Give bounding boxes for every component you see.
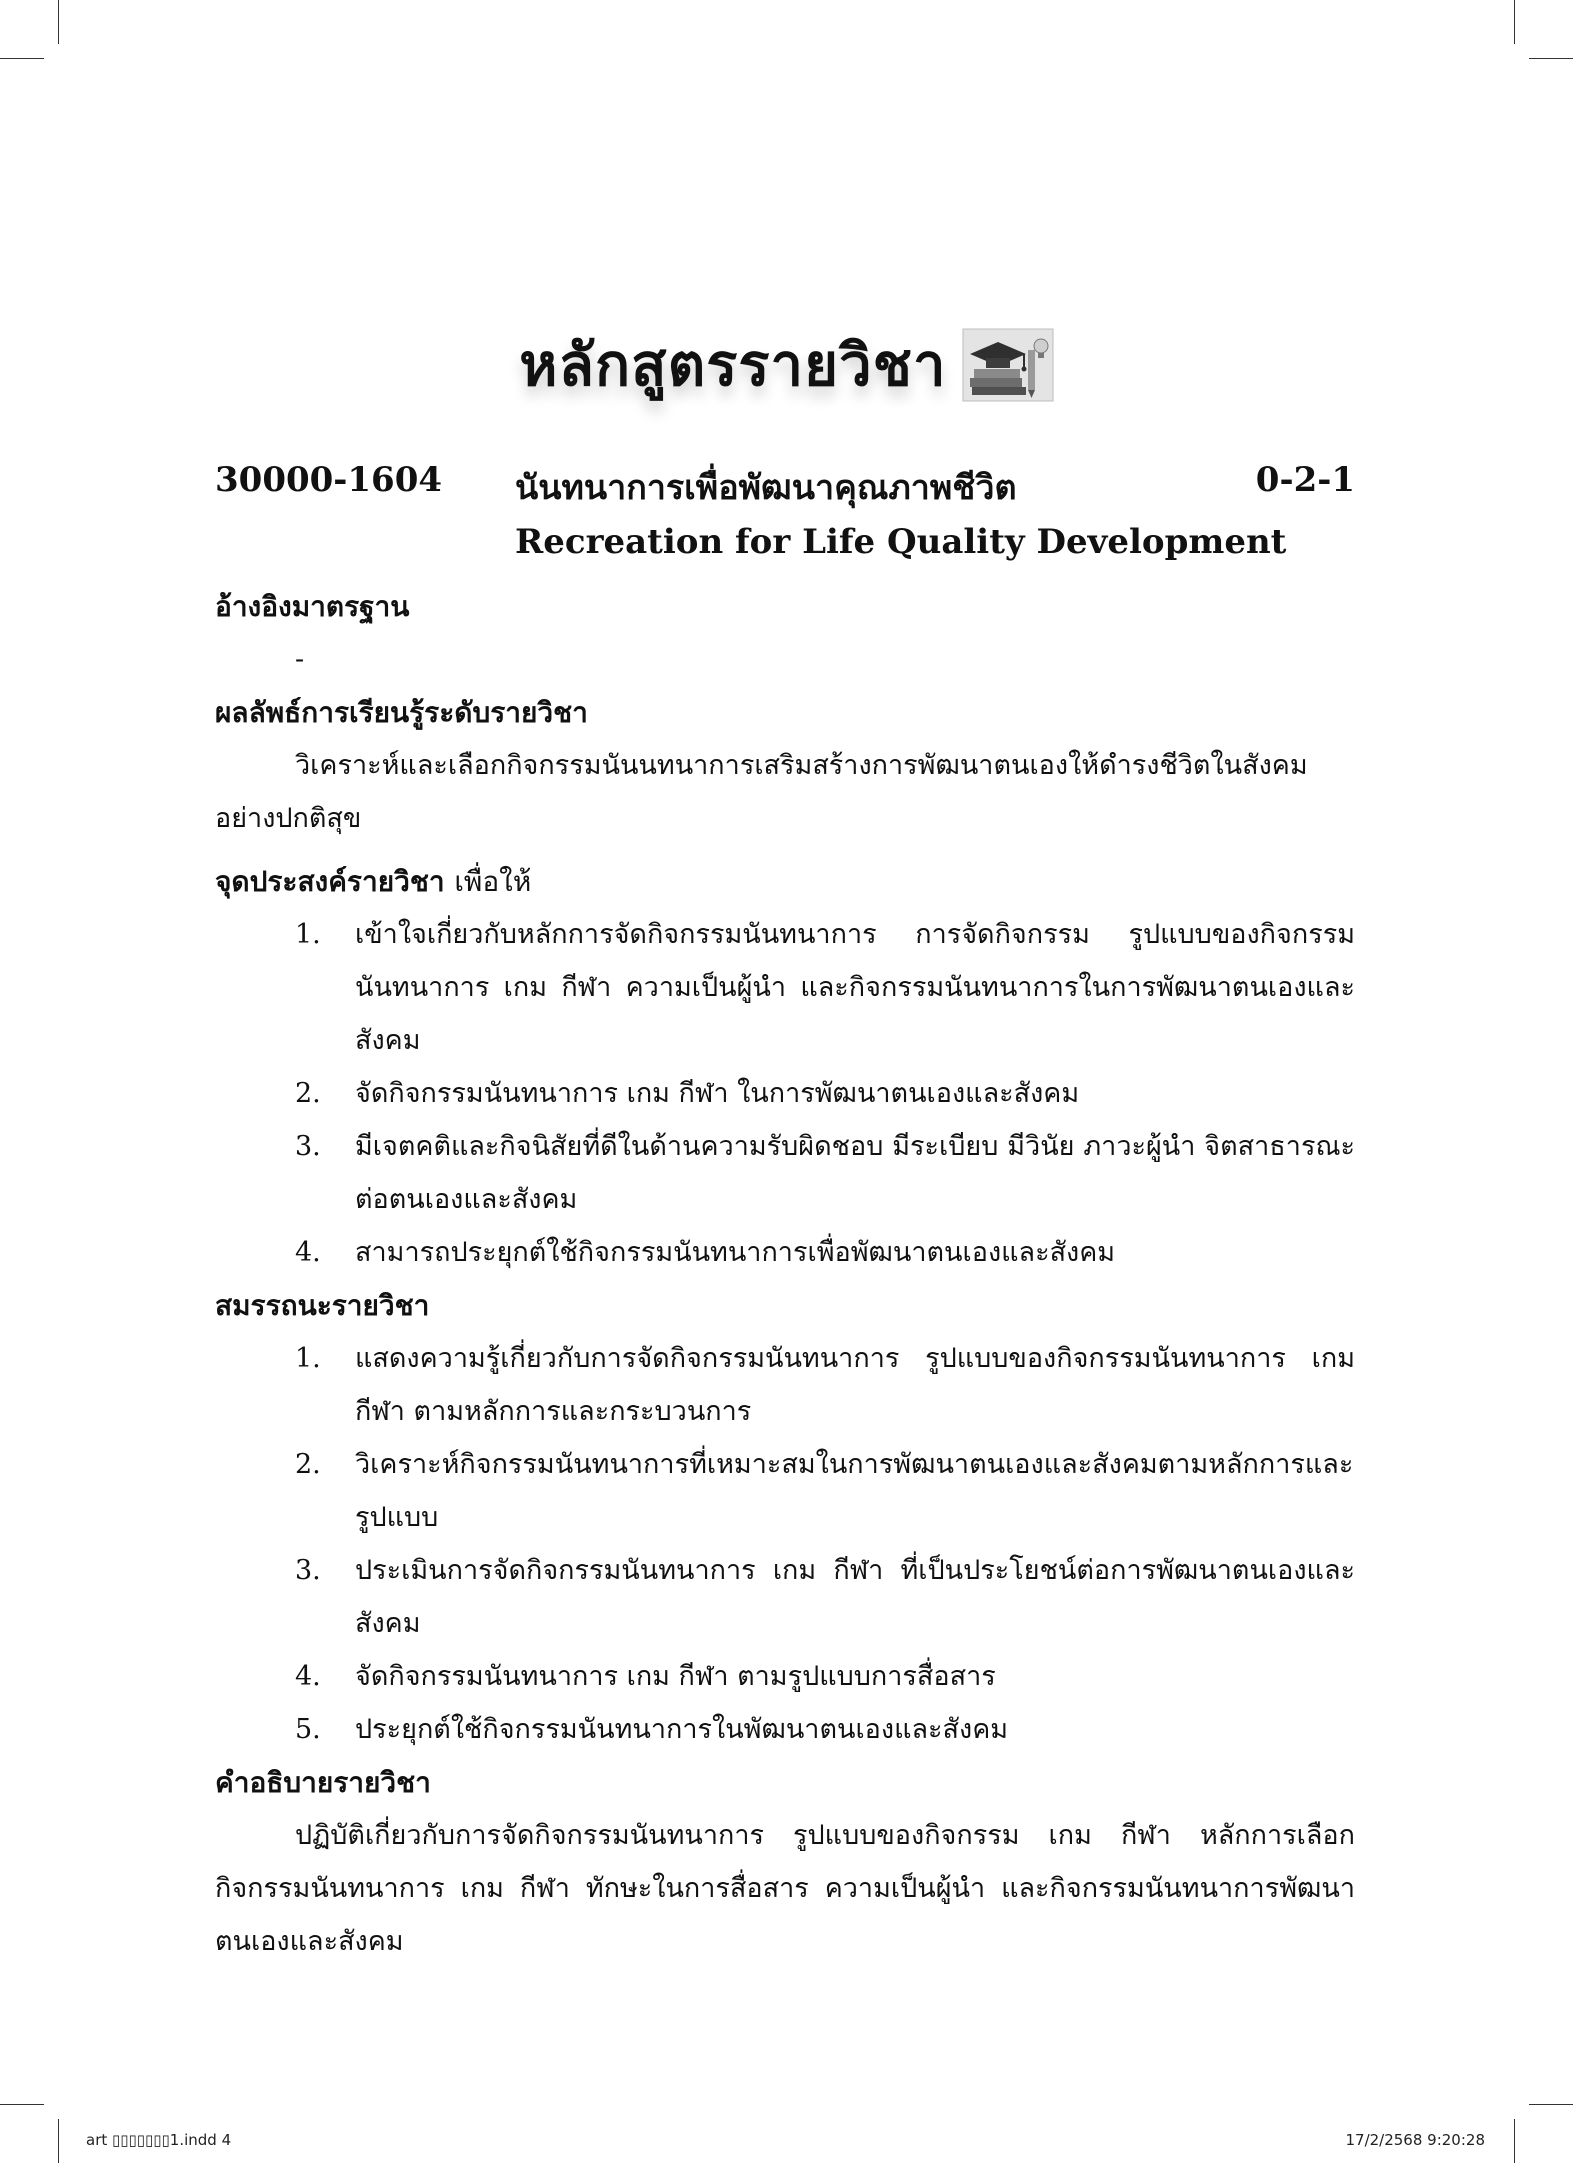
list-item <box>215 1438 1355 1544</box>
list-item-number: 3. <box>295 1555 321 1586</box>
course-code: 30000-1604 <box>215 460 443 500</box>
crop-mark <box>0 58 44 59</box>
graduation-cap-books-icon <box>962 328 1054 402</box>
list-item <box>215 908 1355 1067</box>
course-name-english: Recreation for Life Quality Development <box>515 522 1287 562</box>
standards-ref-value: - <box>295 644 305 675</box>
list-item-number: 5. <box>295 1714 321 1745</box>
list-item-number: 2. <box>295 1078 321 1109</box>
list-item <box>215 1067 1355 1120</box>
description-heading: คำอธิบายรายวิชา <box>215 1766 431 1799</box>
title-block <box>0 318 1573 411</box>
competencies-list <box>215 1332 1355 1756</box>
footer-timestamp: 17/2/2568 9:20:28 <box>1345 2131 1485 2149</box>
objectives-heading-label: จุดประสงค์รายวิชา <box>215 865 445 898</box>
list-item-text: มีเจตคติและกิจนิสัยที่ดีในด้านความรับผิดชอบ มีระเบียบ มีวินัย ภาวะผู้นำ จิตสาธารณะ ต่อตนเองและสังคม <box>355 1131 1355 1215</box>
standards-ref-heading: อ้างอิงมาตรฐาน <box>215 590 410 623</box>
footer-file-slug: art ▯▯▯▯▯▯▯1.indd 4 <box>86 2131 232 2149</box>
list-item <box>215 1226 1355 1279</box>
learning-outcome-text: วิเคราะห์และเลือกกิจกรรมนันนทนาการเสริมสร้างการพัฒนาตนเองให้ดำรงชีวิตในสังคมอย่างปกติสุข <box>215 750 1308 834</box>
list-item-text: จัดกิจกรรมนันทนาการ เกม กีฬา ตามรูปแบบการสื่อสาร <box>355 1661 996 1692</box>
crop-mark <box>1529 2104 1573 2105</box>
list-item <box>215 1650 1355 1703</box>
list-item <box>215 1703 1355 1756</box>
list-item <box>215 1544 1355 1650</box>
list-item <box>215 1120 1355 1226</box>
list-item-text: จัดกิจกรรมนันทนาการ เกม กีฬา ในการพัฒนาตนเองและสังคม <box>355 1078 1080 1109</box>
list-item-number: 4. <box>295 1237 321 1268</box>
list-item-text: แสดงความรู้เกี่ยวกับการจัดกิจกรรมนันทนาการ รูปแบบของกิจกรรมนันทนาการ เกม กีฬา ตามหลักการและกระบวนการ <box>355 1343 1355 1427</box>
course-credits: 0-2-1 <box>1255 460 1355 500</box>
crop-mark <box>58 0 59 44</box>
list-item-number: 2. <box>295 1449 321 1480</box>
course-content <box>215 580 1355 1968</box>
crop-mark <box>1514 2119 1515 2163</box>
crop-mark <box>58 2119 59 2163</box>
list-item-text: ประเมินการจัดกิจกรรมนันทนาการ เกม กีฬา ที่เป็นประโยชน์ต่อการพัฒนาตนเองและสังคม <box>355 1555 1355 1639</box>
objectives-heading <box>215 855 1355 908</box>
crop-mark <box>1529 58 1573 59</box>
list-item-number: 1. <box>295 1343 321 1374</box>
list-item-text: วิเคราะห์กิจกรรมนันทนาการที่เหมาะสมในการพัฒนาตนเองและสังคมตามหลักการและรูปแบบ <box>355 1449 1354 1533</box>
course-name-thai: นันทนาการเพื่อพัฒนาคุณภาพชีวิต <box>515 468 1017 508</box>
list-item-number: 1. <box>295 919 321 950</box>
course-header <box>0 460 1573 510</box>
learning-outcome-heading: ผลลัพธ์การเรียนรู้ระดับรายวิชา <box>215 696 588 729</box>
list-item-number: 4. <box>295 1661 321 1692</box>
list-item <box>215 1332 1355 1438</box>
objectives-list <box>215 908 1355 1279</box>
list-item-text: เข้าใจเกี่ยวกับหลักการจัดกิจกรรมนันทนาการ การจัดกิจกรรม รูปแบบของกิจกรรมนันทนาการ เกม กีฬา ความเป็นผู้นำ และกิจกรรมนันทนาการในการพัฒนาตนเองและสังคม <box>355 919 1355 1056</box>
description-text: ปฏิบัติเกี่ยวกับการจัดกิจกรรมนันทนาการ รูปแบบของกิจกรรม เกม กีฬา หลักการเลือกกิจกรรมนันทนาการ เกม กีฬา ทักษะในการสื่อสาร ความเป็นผู้นำ และกิจกรรมนันทนาการพัฒนาตนเองและสังคม <box>215 1820 1355 1957</box>
competencies-heading: สมรรถนะรายวิชา <box>215 1289 430 1322</box>
crop-mark <box>1514 0 1515 44</box>
list-item-text: สามารถประยุกต์ใช้กิจกรรมนันทนาการเพื่อพัฒนาตนเองและสังคม <box>355 1237 1116 1268</box>
crop-mark <box>0 2104 44 2105</box>
objectives-heading-suffix: เพื่อให้ <box>454 865 532 898</box>
page-title: หลักสูตรรายวิชา <box>519 331 947 399</box>
list-item-text: ประยุกต์ใช้กิจกรรมนันทนาการในพัฒนาตนเองและสังคม <box>355 1714 1009 1745</box>
list-item-number: 3. <box>295 1131 321 1162</box>
